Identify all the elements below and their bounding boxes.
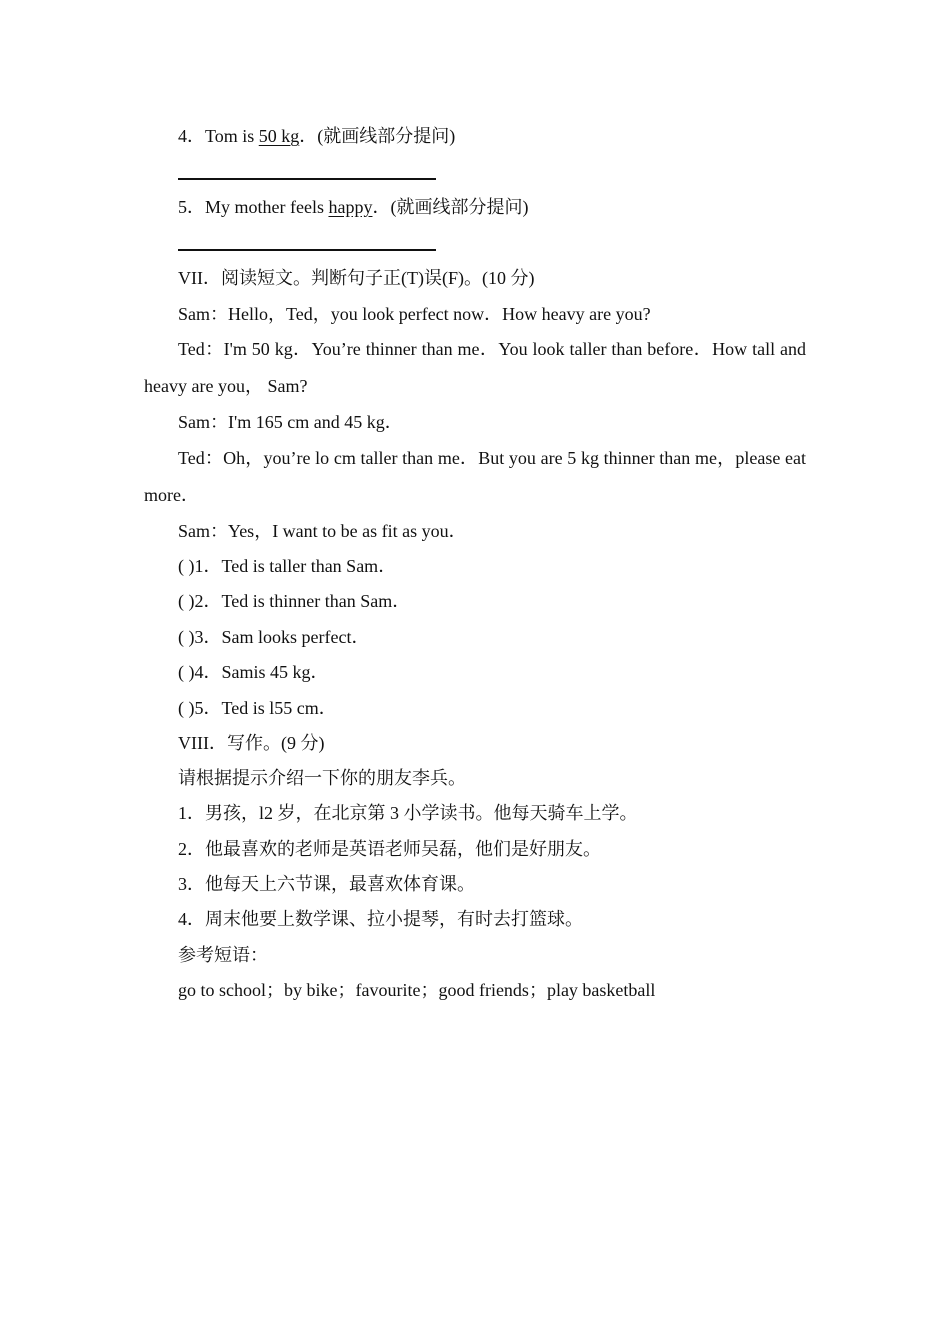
section-7-heading: VII．阅读短文。判断句子正(T)误(F)。(10 分) [178,268,535,288]
question-4 [178,125,455,147]
question-4-suffix: ．(就画线部分提问) [299,126,456,146]
answer-line-5[interactable] [178,249,436,251]
section-8-heading: VIII．写作。(9 分) [178,733,325,753]
question-4-underlined: 50 kg [258,126,300,146]
dialogue-line-3: Sam：I'm 165 cm and 45 kg． [178,412,403,432]
tf-item-4: ( )4．Samis 45 kg． [178,662,329,682]
phrases-label: 参考短语： [178,945,268,965]
phrases-list: go to school；by bike；favourite；good friends；play basketball [178,980,656,1000]
writing-intro: 请根据提示介绍一下你的朋友李兵。 [178,768,466,788]
writing-point-4: 4．周末他要上数学课、拉小提琴，有时去打篮球。 [178,909,583,929]
question-5-prefix: 5．My mother feels [178,197,329,217]
tf-item-3: ( )3．Sam looks perfect． [178,627,370,647]
tf-item-1: ( )1．Ted is taller than Sam． [178,556,397,576]
question-5-underlined: happy [328,197,373,217]
question-5-suffix: ．(就画线部分提问) [372,197,529,217]
dialogue-line-5: Sam：Yes，I want to be as fit as you． [178,521,467,541]
question-5 [178,196,528,218]
tf-item-2: ( )2．Ted is thinner than Sam． [178,591,411,611]
writing-point-1: 1．男孩，l2 岁，在北京第 3 小学读书。他每天骑车上学。 [178,803,638,823]
dialogue-line-1: Sam：Hello，Ted，you look perfect now．How heavy are you? [178,304,651,324]
dialogue-line-2: Ted：I'm 50 kg．You’re thinner than me．You look taller than before．How tall and heavy are you， Sam? [144,339,806,396]
answer-line-4[interactable] [178,178,436,180]
dialogue-line-4: Ted：Oh，you’re lo cm taller than me．But you are 5 kg thinner than me，please eat more． [144,448,806,505]
writing-point-3: 3．他每天上六节课，最喜欢体育课。 [178,874,475,894]
question-4-prefix: 4．Tom is [178,126,259,146]
writing-point-2: 2．他最喜欢的老师是英语老师吴磊，他们是好朋友。 [178,839,601,859]
tf-item-5: ( )5．Ted is l55 cm． [178,698,337,718]
